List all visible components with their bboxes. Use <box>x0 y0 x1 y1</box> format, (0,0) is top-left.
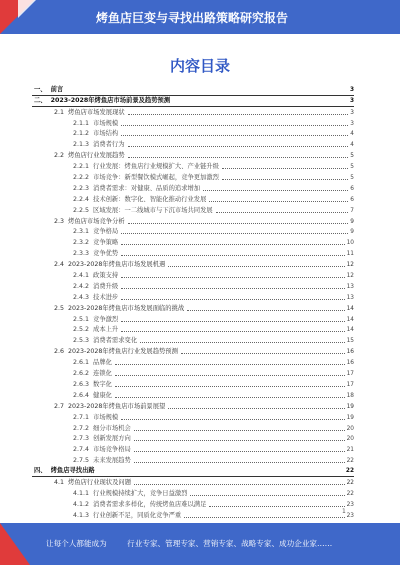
toc-entry-page: 6 <box>350 196 354 203</box>
toc-entry-page: 17 <box>346 371 354 378</box>
toc-dot-leader <box>181 351 345 354</box>
toc-entry[interactable] <box>32 139 354 150</box>
toc-entry-title: 品牌化 <box>93 359 112 367</box>
toc-entry-title: 烤鱼店寻找出路 <box>50 467 95 475</box>
page-number: 1 <box>342 508 346 515</box>
toc-entry[interactable] <box>32 227 354 238</box>
toc-entry-number: 2.7.1 <box>73 413 90 421</box>
toc-entry[interactable] <box>32 444 354 455</box>
toc-entry-title: 政策支持 <box>93 272 119 280</box>
toc-entry-page: 4 <box>350 131 354 138</box>
toc-entry-page: 15 <box>346 338 354 345</box>
toc-entry-number: 2.3 <box>54 217 65 225</box>
toc-entry-page: 22 <box>346 458 354 465</box>
toc-entry-title: 技术进步 <box>93 293 119 301</box>
toc-entry[interactable] <box>32 477 354 488</box>
toc-entry-number: 2.7 <box>54 402 65 410</box>
toc-entry[interactable] <box>32 118 354 129</box>
toc-entry[interactable] <box>32 216 354 227</box>
footer-red-accent <box>0 523 30 565</box>
toc-entry[interactable] <box>32 368 354 379</box>
toc-entry-title: 市场结构 <box>93 130 119 138</box>
toc-entry-page: 12 <box>346 262 354 269</box>
toc-entry-number: 2.6.2 <box>73 370 90 378</box>
toc-entry-number: 一、 <box>34 85 47 93</box>
toc-entry-number: 2.4.1 <box>73 272 90 280</box>
toc-entry-number: 2.3.1 <box>73 228 90 236</box>
toc-entry-page: 18 <box>346 392 354 399</box>
toc-entry[interactable] <box>32 96 354 107</box>
toc-entry-title: 竞争优势 <box>93 250 119 258</box>
toc-entry-number: 2.5.2 <box>73 326 90 334</box>
toc-entry-number: 2.2.2 <box>73 174 90 182</box>
footer-slogan <box>46 538 332 549</box>
toc-entry[interactable] <box>32 335 354 346</box>
toc-entry-number: 4.1.1 <box>73 489 90 497</box>
toc-entry-title: 竞争激烈 <box>93 315 119 323</box>
toc-entry[interactable] <box>32 488 354 499</box>
toc-entry-number: 2.1.1 <box>73 119 90 127</box>
toc-entry-title: 区域发展：一二线城市与下沉市场共同发展 <box>93 206 213 214</box>
toc-dot-leader <box>168 406 344 409</box>
toc-entry-number: 2.4 <box>54 261 65 269</box>
toc-entry-page: 23 <box>346 501 354 508</box>
toc-entry[interactable] <box>32 107 354 118</box>
toc-entry-number: 2.3.2 <box>73 239 90 247</box>
toc-entry-number: 2.5.1 <box>73 315 90 323</box>
toc-entry[interactable] <box>32 499 354 510</box>
toc-entry-number: 2.7.3 <box>73 435 90 443</box>
toc-entry[interactable] <box>32 510 354 521</box>
toc-entry[interactable] <box>32 379 354 390</box>
toc-dot-leader <box>121 417 344 420</box>
toc-entry-title: 烤鱼店行业发展趋势 <box>68 152 125 160</box>
toc-dot-leader <box>222 177 348 180</box>
toc-entry-number: 4.1.2 <box>73 500 90 508</box>
header-white-accent <box>18 0 36 18</box>
toc-entry[interactable] <box>32 292 354 303</box>
toc-entry-title: 消费者需求变化 <box>93 337 138 345</box>
toc-entry-title: 成本上升 <box>93 326 119 334</box>
toc-entry[interactable] <box>32 150 354 161</box>
toc-dot-leader <box>134 428 345 431</box>
toc-dot-leader <box>121 133 348 136</box>
toc-dot-leader <box>66 89 348 92</box>
toc-dot-leader <box>128 221 349 224</box>
toc-entry-number: 2.1 <box>54 108 65 116</box>
toc-dot-leader <box>121 242 344 245</box>
toc-entry-page: 19 <box>346 403 354 410</box>
toc-entry[interactable] <box>32 390 354 401</box>
toc-dot-leader <box>115 362 345 365</box>
toc-entry-page: 14 <box>346 327 354 334</box>
toc-entry[interactable] <box>32 346 354 357</box>
toc-entry-title: 竞争策略 <box>93 239 119 247</box>
toc-entry-title: 市场规模 <box>93 413 119 421</box>
toc-dot-leader <box>209 504 344 507</box>
toc-dot-leader <box>222 166 348 169</box>
toc-entry-number: 2.2.1 <box>73 163 90 171</box>
toc-dot-leader <box>216 210 349 213</box>
table-of-contents <box>32 85 354 521</box>
toc-dot-leader <box>121 123 348 126</box>
toc-dot-leader <box>121 297 344 300</box>
toc-entry-number: 2.7.2 <box>73 424 90 432</box>
toc-entry-title: 市场竞争：新型餐饮模式崛起，竞争更加激烈 <box>93 174 219 182</box>
toc-dot-leader <box>140 340 345 343</box>
footer-slogan-lead: 让每个人都能成为 <box>46 539 107 548</box>
toc-dot-leader <box>115 373 345 376</box>
toc-entry[interactable] <box>32 161 354 172</box>
toc-entry[interactable] <box>32 270 354 281</box>
toc-entry-page: 20 <box>346 425 354 432</box>
toc-entry-title: 市场规模 <box>93 119 119 127</box>
toc-entry-page: 20 <box>346 436 354 443</box>
toc-entry-number: 2.2.4 <box>73 195 90 203</box>
toc-entry-title: 烤鱼店市场发展现状 <box>68 108 125 116</box>
toc-entry[interactable] <box>32 412 354 423</box>
toc-entry-number: 2.2.5 <box>73 206 90 214</box>
toc-entry[interactable] <box>32 455 354 466</box>
toc-entry-title: 2023-2028年烤鱼店市场前景及趋势预测 <box>50 96 171 104</box>
toc-entry[interactable] <box>32 205 354 216</box>
toc-entry-number: 2.6 <box>54 348 65 356</box>
toc-entry-title: 2023-2028年烤鱼店市场发展面临的挑战 <box>68 304 185 312</box>
toc-dot-leader <box>134 482 345 485</box>
toc-entry-number: 四、 <box>34 467 47 475</box>
toc-entry[interactable] <box>32 434 354 445</box>
toc-entry-number: 2.7.5 <box>73 457 90 465</box>
toc-entry-number: 2.3.3 <box>73 250 90 258</box>
toc-entry-page: 14 <box>346 305 354 312</box>
toc-entry-title: 创新发展方向 <box>93 435 131 443</box>
toc-dot-leader <box>121 329 344 332</box>
toc-entry-number: 2.1.2 <box>73 130 90 138</box>
toc-entry-page: 3 <box>350 109 354 116</box>
toc-entry-page: 21 <box>346 447 354 454</box>
toc-entry-title: 行业创新不足，同质化竞争严重 <box>93 511 182 519</box>
toc-dot-leader <box>168 264 344 267</box>
toc-entry-number: 4.1.3 <box>73 511 90 519</box>
toc-entry-number: 2.6.1 <box>73 359 90 367</box>
toc-entry[interactable] <box>32 357 354 368</box>
toc-entry[interactable] <box>32 237 354 248</box>
toc-entry[interactable] <box>32 194 354 205</box>
toc-dot-leader <box>184 515 344 518</box>
toc-entry[interactable] <box>32 401 354 412</box>
toc-entry-number: 2.4.3 <box>73 293 90 301</box>
toc-dot-leader <box>115 395 345 398</box>
toc-entry-page: 16 <box>346 349 354 356</box>
toc-entry-title: 行业规模持续扩大，竞争日益激烈 <box>93 489 188 497</box>
toc-entry-page: 13 <box>346 283 354 290</box>
footer-slogan-roles: 行业专家、管理专家、营销专家、战略专家、成功企业家…… <box>127 539 333 548</box>
toc-entry-number: 2.4.2 <box>73 282 90 290</box>
toc-entry-title: 行业发展：烤鱼店行业规模扩大、产业链升级 <box>93 163 219 171</box>
toc-entry-title: 2023-2028年烤鱼店行业发展趋势预测 <box>68 348 178 356</box>
toc-entry-page: 9 <box>350 218 354 225</box>
toc-dot-leader <box>203 188 348 191</box>
toc-dot-leader <box>187 308 344 311</box>
toc-entry-number: 2.2 <box>54 152 65 160</box>
toc-entry[interactable] <box>32 129 354 140</box>
toc-entry-title: 健康化 <box>93 391 112 399</box>
toc-entry-page: 3 <box>350 120 354 127</box>
toc-dot-leader <box>173 100 348 103</box>
toc-entry-title: 消费升级 <box>93 282 119 290</box>
toc-heading: 内容目录 <box>169 57 230 75</box>
toc-entry-number: 2.6.4 <box>73 391 90 399</box>
toc-entry-page: 5 <box>350 164 354 171</box>
toc-entry-page: 11 <box>346 251 354 258</box>
toc-dot-leader <box>121 253 344 256</box>
toc-entry-page: 19 <box>346 414 354 421</box>
toc-entry-number: 2.7.4 <box>73 446 90 454</box>
toc-entry[interactable] <box>32 423 354 434</box>
toc-entry-title: 烤鱼店行业现状及问题 <box>68 478 131 486</box>
toc-entry-title: 前言 <box>50 85 64 93</box>
toc-entry-number: 2.5.3 <box>73 337 90 345</box>
toc-entry[interactable] <box>32 303 354 314</box>
toc-dot-leader <box>134 438 345 441</box>
toc-entry-page: 3 <box>349 86 354 93</box>
toc-entry-number: 2.5 <box>54 304 65 312</box>
toc-entry-title: 数字化 <box>93 380 112 388</box>
toc-entry[interactable] <box>32 183 354 194</box>
page-footer-banner <box>0 523 400 565</box>
toc-dot-leader <box>128 112 349 115</box>
toc-entry[interactable] <box>32 325 354 336</box>
toc-entry-number: 二、 <box>34 96 47 104</box>
toc-entry-page: 14 <box>346 316 354 323</box>
toc-entry-title: 未来发展趋势 <box>93 457 131 465</box>
toc-entry-number: 4.1 <box>54 478 65 486</box>
page-header-banner <box>0 0 400 34</box>
toc-entry[interactable] <box>32 259 354 270</box>
toc-entry[interactable] <box>32 314 354 325</box>
toc-entry-title: 2023-2028年烤鱼店市场发展机遇 <box>68 261 166 269</box>
toc-entry-page: 23 <box>346 512 354 519</box>
toc-dot-leader <box>128 144 349 147</box>
toc-dot-leader <box>121 231 348 234</box>
toc-entry-title: 2023-2028年烤鱼店市场前景展望 <box>68 402 166 410</box>
toc-entry-page: 5 <box>350 175 354 182</box>
toc-dot-leader <box>98 470 344 473</box>
toc-dot-leader <box>128 155 349 158</box>
toc-entry-page: 5 <box>350 153 354 160</box>
toc-entry-page: 22 <box>345 468 354 475</box>
toc-entry-page: 17 <box>346 381 354 388</box>
toc-entry[interactable] <box>32 248 354 259</box>
toc-entry-page: 22 <box>346 490 354 497</box>
toc-entry-page: 3 <box>349 97 354 104</box>
toc-entry[interactable] <box>32 466 354 477</box>
toc-entry-page: 9 <box>350 229 354 236</box>
toc-entry-title: 消费者需求：对健康、品质的追求增加 <box>93 184 201 192</box>
toc-entry[interactable] <box>32 85 354 96</box>
report-title: 烤鱼店巨变与寻找出路策略研究报告 <box>96 11 289 25</box>
toc-entry-page: 4 <box>350 142 354 149</box>
toc-entry[interactable] <box>32 172 354 183</box>
toc-entry-title: 市场竞争格局 <box>93 446 131 454</box>
toc-entry-title: 细分市场机会 <box>93 424 131 432</box>
toc-entry-page: 13 <box>346 294 354 301</box>
toc-dot-leader <box>121 275 344 278</box>
toc-entry-title: 烤鱼店市场竞争分析 <box>68 217 125 225</box>
toc-entry-title: 技术创新：数字化、智能化推动行业发展 <box>93 195 207 203</box>
toc-entry-number: 2.1.3 <box>73 141 90 149</box>
toc-entry-title: 消费者行为 <box>93 141 125 149</box>
toc-entry-page: 16 <box>346 360 354 367</box>
toc-entry-page: 10 <box>346 240 354 247</box>
toc-entry-page: 7 <box>350 207 354 214</box>
toc-entry-title: 竞争格局 <box>93 228 119 236</box>
toc-entry-title: 连锁化 <box>93 370 112 378</box>
toc-entry[interactable] <box>32 281 354 292</box>
toc-dot-leader <box>134 460 345 463</box>
toc-dot-leader <box>115 384 345 387</box>
toc-dot-leader <box>190 493 344 496</box>
toc-entry-page: 6 <box>350 185 354 192</box>
toc-dot-leader <box>209 199 348 202</box>
toc-entry-title: 消费者需求多样化，传统烤鱼店难以满足 <box>93 500 207 508</box>
toc-entry-page: 22 <box>346 479 354 486</box>
toc-entry-page: 12 <box>346 273 354 280</box>
toc-dot-leader <box>121 286 344 289</box>
toc-dot-leader <box>134 449 345 452</box>
toc-entry-number: 2.6.3 <box>73 380 90 388</box>
toc-entry-number: 2.2.3 <box>73 184 90 192</box>
toc-dot-leader <box>121 319 344 322</box>
